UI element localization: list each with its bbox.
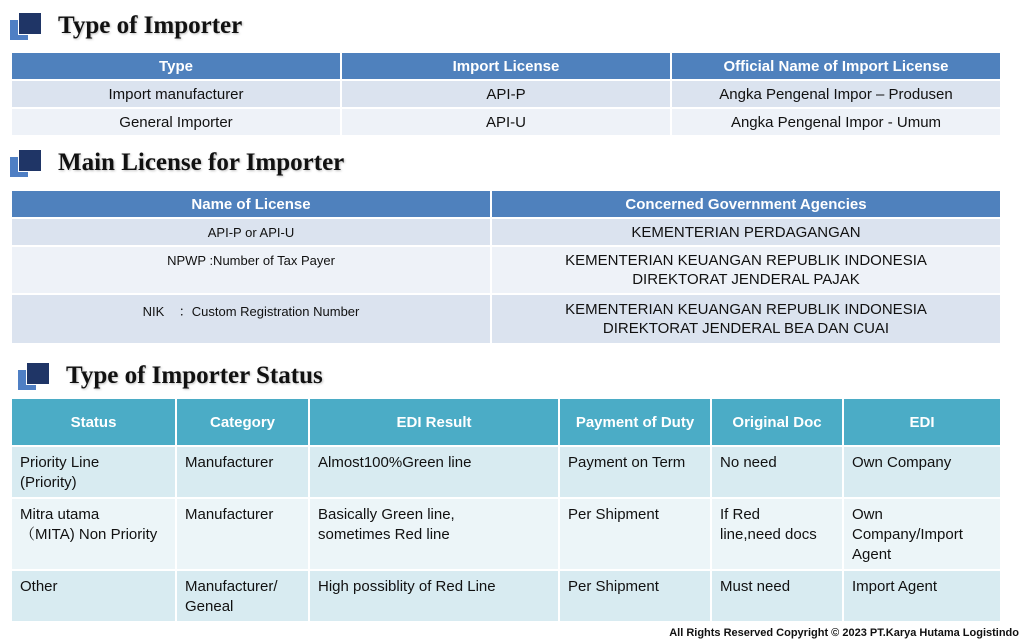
column-header: EDI Result xyxy=(309,398,559,446)
table-row xyxy=(11,294,1001,344)
table-cell: Manufacturer xyxy=(176,446,309,498)
table-cell: Import manufacturer xyxy=(11,80,341,108)
column-header: Status xyxy=(11,398,176,446)
column-header: Name of License xyxy=(11,190,491,218)
table-cell: Almost100%Green line xyxy=(309,446,559,498)
table-row xyxy=(11,570,1001,622)
table-cell: Per Shipment xyxy=(559,570,711,622)
column-header: EDI xyxy=(843,398,1001,446)
table-cell: NIK ：Custom Registration Number xyxy=(11,294,491,344)
section-title-main-license xyxy=(10,145,344,181)
table-row xyxy=(11,108,1001,136)
section-bullet-icon xyxy=(10,147,44,179)
table-row xyxy=(11,446,1001,498)
column-header: Import License xyxy=(341,52,671,80)
table-cell: Mitra utama （MITA) Non Priority xyxy=(11,498,176,570)
section-heading: Main License for Importer xyxy=(58,149,345,176)
section-heading: Type of Importer Status xyxy=(66,362,323,389)
column-header: Type xyxy=(11,52,341,80)
section-heading: Type of Importer xyxy=(58,12,243,39)
table-cell: API-P xyxy=(341,80,671,108)
table-cell: Per Shipment xyxy=(559,498,711,570)
table-row xyxy=(11,80,1001,108)
table-header-row xyxy=(11,52,1001,80)
table-cell: Angka Pengenal Impor - Umum xyxy=(671,108,1001,136)
section-title-type-of-importer xyxy=(10,8,242,44)
importer-status-table xyxy=(10,397,1002,623)
table-row xyxy=(11,218,1001,246)
table-cell: Basically Green line, sometimes Red line xyxy=(309,498,559,570)
table-cell: Angka Pengenal Impor – Produsen xyxy=(671,80,1001,108)
table-cell: Priority Line (Priority) xyxy=(11,446,176,498)
table-cell: General Importer xyxy=(11,108,341,136)
column-header: Category xyxy=(176,398,309,446)
column-header: Concerned Government Agencies xyxy=(491,190,1001,218)
main-license-table xyxy=(10,189,1002,345)
table-header-row xyxy=(11,398,1001,446)
table-cell: KEMENTERIAN KEUANGAN REPUBLIK INDONESIA DIREKTORAT JENDERAL PAJAK xyxy=(491,246,1001,294)
section-bullet-icon xyxy=(10,10,44,42)
table-cell: API-P or API-U xyxy=(11,218,491,246)
table-cell: No need xyxy=(711,446,843,498)
table-cell: API-U xyxy=(341,108,671,136)
table-header-row xyxy=(11,190,1001,218)
copyright-footer: All Rights Reserved Copyright © 2023 PT.Karya Hutama Logistindo xyxy=(669,627,1019,639)
section-bullet-icon xyxy=(18,360,52,392)
table-cell: KEMENTERIAN KEUANGAN REPUBLIK INDONESIA DIREKTORAT JENDERAL BEA DAN CUAI xyxy=(491,294,1001,344)
table-cell: Own Company xyxy=(843,446,1001,498)
column-header: Payment of Duty xyxy=(559,398,711,446)
table-cell: Manufacturer/ Geneal xyxy=(176,570,309,622)
table-cell: High possiblity of Red Line xyxy=(309,570,559,622)
table-cell: KEMENTERIAN PERDAGANGAN xyxy=(491,218,1001,246)
section-title-importer-status xyxy=(18,358,323,394)
table-row xyxy=(11,498,1001,570)
table-cell: Payment on Term xyxy=(559,446,711,498)
table-cell: NPWP :Number of Tax Payer xyxy=(11,246,491,294)
table-cell: Other xyxy=(11,570,176,622)
column-header: Official Name of Import License xyxy=(671,52,1001,80)
table-cell: Import Agent xyxy=(843,570,1001,622)
importer-type-table xyxy=(10,51,1002,137)
table-row xyxy=(11,246,1001,294)
table-cell: Own Company/Import Agent xyxy=(843,498,1001,570)
column-header: Original Doc xyxy=(711,398,843,446)
table-cell: Manufacturer xyxy=(176,498,309,570)
table-cell: Must need xyxy=(711,570,843,622)
table-cell: If Red line,need docs xyxy=(711,498,843,570)
